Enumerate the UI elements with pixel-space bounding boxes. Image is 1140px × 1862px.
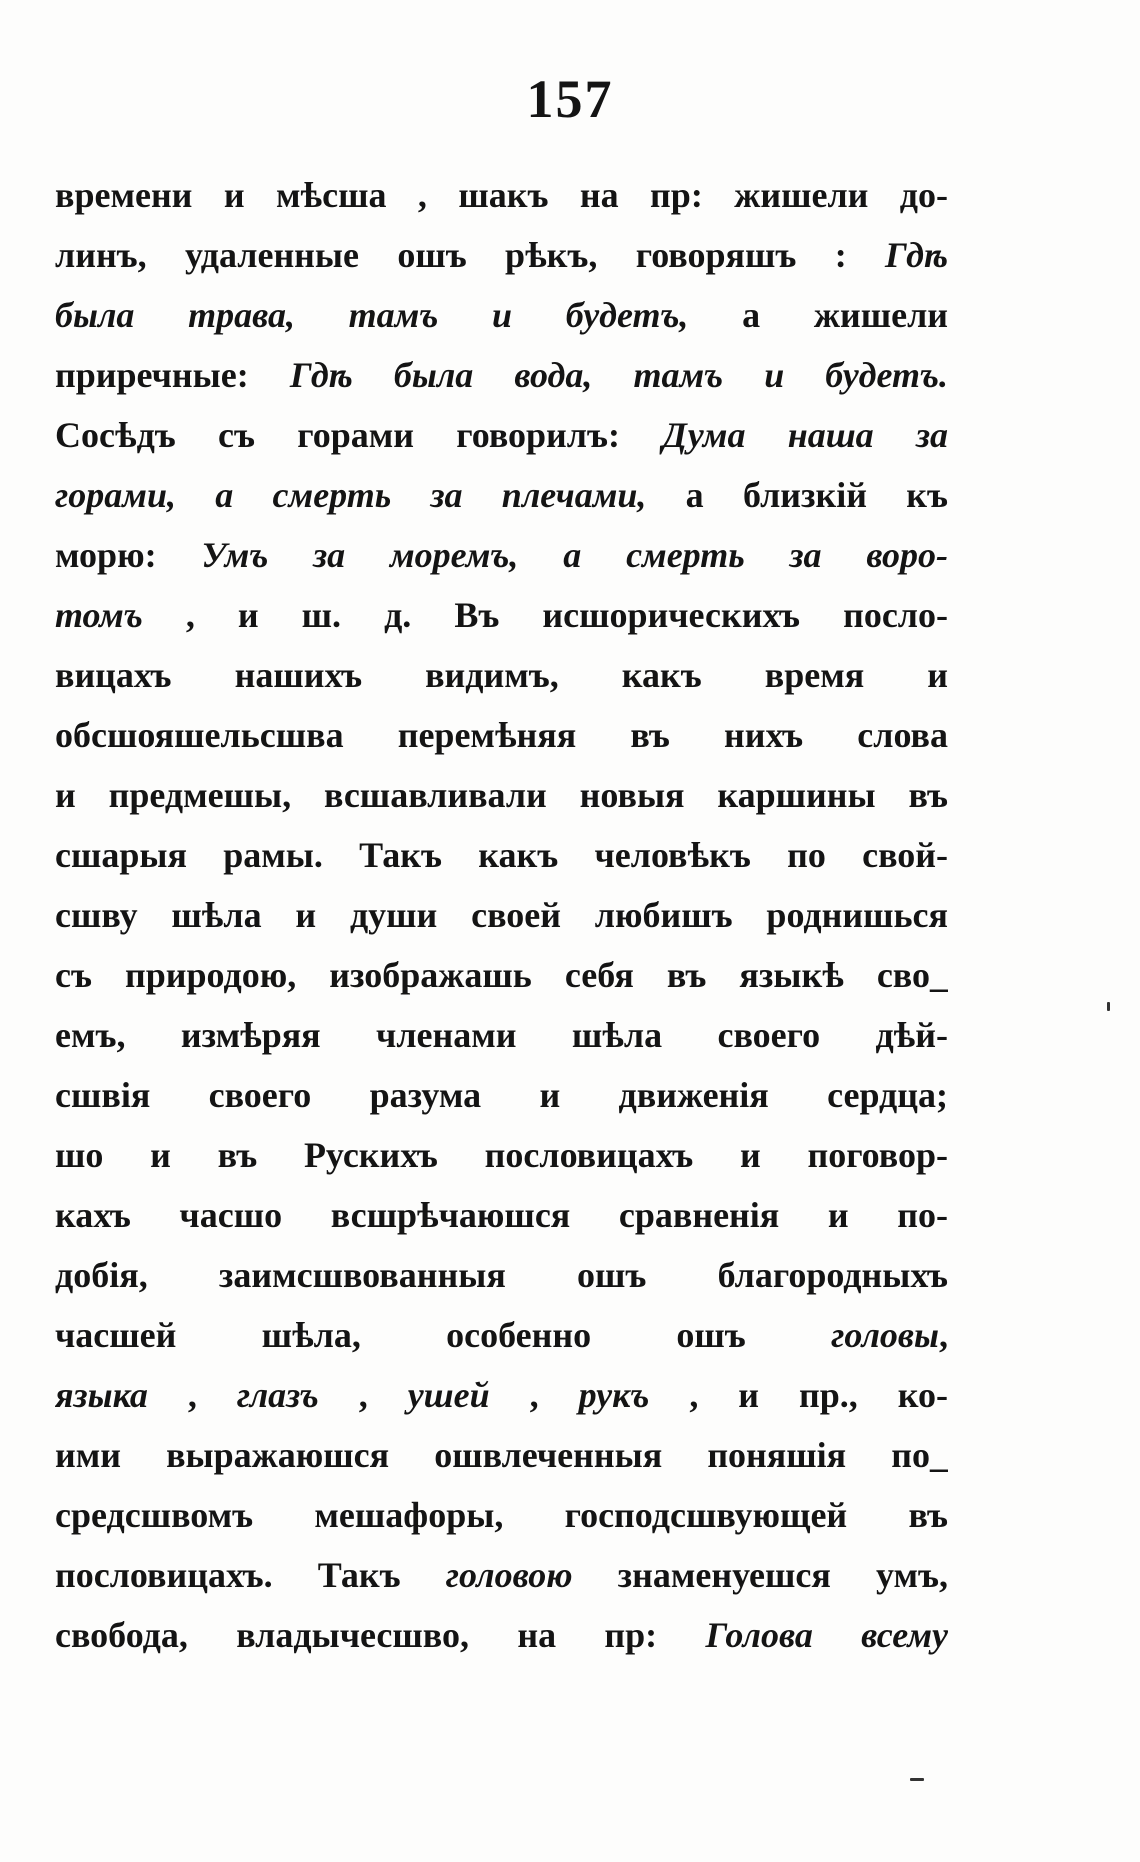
text-run: , и ш. д. Въ исшорическихъ посло-	[142, 595, 948, 635]
text-run: обсшояшельсшва перемѣняя въ нихъ слова	[55, 715, 948, 755]
text-line	[55, 345, 948, 405]
text-line	[55, 465, 948, 525]
text-run: часшей шѣла, особенно ошъ	[55, 1315, 832, 1355]
text-line	[55, 945, 948, 1005]
text-line	[55, 585, 948, 645]
text-run: сшву шѣла и души своей любишъ роднишься	[55, 895, 948, 935]
text-run: приречные:	[55, 355, 290, 395]
text-run: средсшвомъ мешафоры, господсшвующей въ	[55, 1495, 948, 1535]
text-run: ,	[489, 1375, 579, 1415]
text-run: а близкій къ	[646, 475, 948, 515]
italic-run: Умъ за моремъ, а смерть за воро-	[201, 535, 948, 575]
text-line	[55, 1425, 948, 1485]
text-run: Сосѣдъ съ горами говорилъ:	[55, 415, 663, 455]
text-run: емъ, измѣряя членами шѣла своего дѣй-	[55, 1015, 948, 1055]
text-run: шо и въ Рускихъ пословицахъ и поговор-	[55, 1135, 948, 1175]
text-run: ,	[147, 1375, 237, 1415]
text-run: съ природою, изображашь себя въ языкѣ сво_	[55, 955, 948, 995]
text-run: морю:	[55, 535, 202, 575]
body-text	[55, 165, 948, 1665]
text-line	[55, 1245, 948, 1305]
text-line	[55, 525, 948, 585]
text-run: знаменуешся умъ,	[572, 1555, 948, 1595]
italic-run: ушей	[407, 1375, 490, 1415]
text-line	[55, 165, 948, 225]
text-line	[55, 1305, 948, 1365]
text-line	[55, 405, 948, 465]
italic-run: глазъ	[236, 1375, 319, 1415]
text-line	[55, 1545, 948, 1605]
text-run: сшарыя рамы. Такъ какъ человѣкъ по свой-	[55, 835, 948, 875]
text-run: и предмешы, всшавливали новыя каршины въ	[55, 775, 948, 815]
text-line	[55, 1605, 948, 1665]
text-line	[55, 1125, 948, 1185]
text-line	[55, 225, 948, 285]
text-line	[55, 885, 948, 945]
text-line	[55, 1005, 948, 1065]
text-line	[55, 705, 948, 765]
text-run: а жишели	[688, 295, 948, 335]
italic-run: рукъ	[578, 1375, 650, 1415]
text-line	[55, 1185, 948, 1245]
text-line	[55, 285, 948, 345]
text-line	[55, 1065, 948, 1125]
italic-run: Гдѣ	[885, 235, 948, 275]
italic-run: горами, а смерть за плечами,	[55, 475, 647, 515]
text-run: сшвія своего разума и движенія сердца;	[55, 1075, 948, 1115]
italic-run: томъ	[55, 595, 143, 635]
italic-run: головою	[445, 1555, 573, 1595]
page-number: 157	[526, 69, 614, 129]
italic-run: Дума наша за	[662, 415, 948, 455]
text-run: , и пр., ко-	[649, 1375, 948, 1415]
text-run: добія, заимсшвованныя ошъ благородныхъ	[55, 1255, 948, 1295]
text-line	[55, 645, 948, 705]
text-run: пословицахъ. Такъ	[55, 1555, 446, 1595]
italic-run: Гдѣ была вода, тамъ и будетъ.	[289, 355, 948, 395]
text-line	[55, 1485, 948, 1545]
text-line	[55, 1365, 948, 1425]
italic-run: языка	[55, 1375, 148, 1415]
scan-speck	[910, 1778, 924, 1781]
italic-run: головы	[831, 1315, 939, 1355]
text-run: свобода, владычесшво, на пр:	[55, 1615, 706, 1655]
scan-speck	[1107, 1002, 1110, 1011]
text-run: ,	[939, 1315, 948, 1355]
text-run: кахъ часшо всшрѣчаюшся сравненія и по-	[55, 1195, 948, 1235]
text-run: вицахъ нашихъ видимъ, какъ время и	[55, 655, 948, 695]
text-run: ими выражаюшся ошвлеченныя поняшія по_	[55, 1435, 948, 1475]
text-run: линъ, удаленные ошъ рѣкъ, говоряшъ :	[55, 235, 886, 275]
text-line	[55, 765, 948, 825]
text-line	[55, 825, 948, 885]
italic-run: Голова всему	[705, 1615, 948, 1655]
italic-run: была трава, тамъ и будетъ,	[55, 295, 689, 335]
text-run: времени и мѣсша , шакъ на пр: жишели до-	[55, 175, 948, 215]
text-run: ,	[318, 1375, 408, 1415]
